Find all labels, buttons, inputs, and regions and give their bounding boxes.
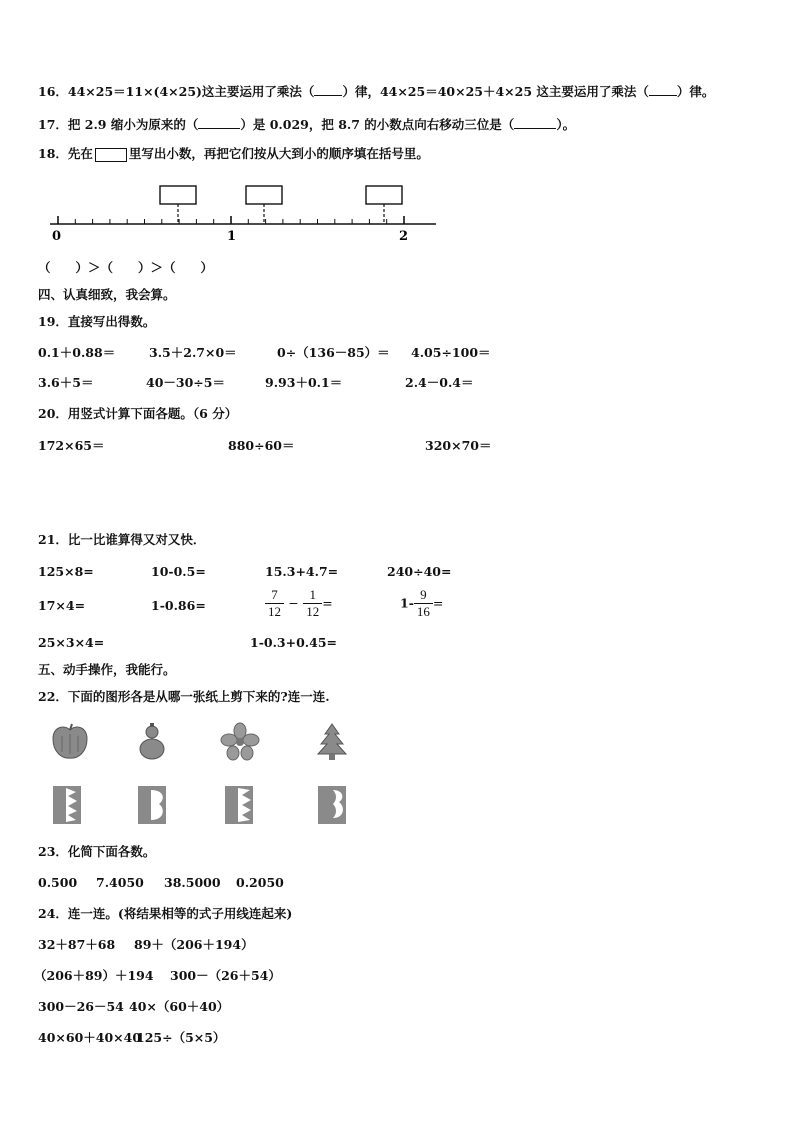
fraction-expression-1: $\frac{7}{12}$ − $\frac{1}{12}$ =	[265, 587, 333, 620]
calc-item: 0.1＋0.88＝	[38, 345, 116, 360]
answer-box[interactable]	[366, 186, 402, 204]
answer-box[interactable]	[246, 186, 282, 204]
calc-item: 1-0.86=	[151, 598, 206, 613]
calc-item: 3.6＋5＝	[38, 375, 94, 390]
expression-right[interactable]: 89＋（206＋194）	[134, 937, 254, 952]
expression-right[interactable]: 300－（26＋54）	[170, 968, 281, 983]
question-22: 22．下面的图形各是从哪一张纸上剪下来的?连一连.	[38, 689, 330, 704]
axis-label-0: 0	[52, 229, 62, 244]
number-item: 0.500	[38, 875, 78, 890]
question-18: 18．先在 里写出小数，再把它们按从大到小的顺序填在括号里。	[38, 146, 429, 161]
axis-label-1: 1	[227, 229, 237, 244]
answer-box[interactable]	[160, 186, 196, 204]
flower-shape-icon[interactable]	[220, 722, 260, 762]
axis-ticks	[58, 216, 404, 224]
expression-left[interactable]: 300－26－54	[38, 999, 124, 1014]
question-16: 16．44×25＝11×(4×25)这主要运用了乘法（ ）律，44×25＝40×25＋4×25 这主要运用了乘法（ ）律。	[38, 84, 715, 99]
calc-item: 10-0.5=	[151, 564, 206, 579]
vertical-calc-item: 880÷60＝	[228, 438, 295, 453]
vertical-calc-item: 172×65＝	[38, 438, 105, 453]
cut-paper-2-icon[interactable]	[135, 784, 171, 828]
order-line[interactable]: （ ）＞（ ）＞（ ）	[38, 260, 214, 275]
question-number: 17．	[38, 117, 68, 132]
section-4-heading: 四、认真细致，我会算。	[38, 287, 176, 302]
calc-item: 2.4－0.4＝	[405, 375, 474, 390]
calc-item: 4.05÷100＝	[411, 345, 491, 360]
question-23: 23．化简下面各数。	[38, 844, 156, 859]
calc-item: 0÷（136－85）＝	[277, 345, 390, 360]
axis-label-2: 2	[399, 229, 409, 244]
tree-shape-icon[interactable]	[312, 722, 352, 762]
calc-item: 15.3+4.7=	[265, 564, 339, 579]
calc-item: 125×8=	[38, 564, 94, 579]
question-24: 24．连一连。(将结果相等的式子用线连起来)	[38, 906, 293, 921]
number-item: 38.5000	[164, 875, 221, 890]
vertical-calc-item: 320×70＝	[425, 438, 492, 453]
calc-item: 1-0.3+0.45=	[250, 635, 338, 650]
expression-left[interactable]: 32＋87＋68	[38, 937, 116, 952]
question-17: 17．把 2.9 缩小为原来的（ ）是 0.029，把 8.7 的小数点向右移动三位是（ ）。	[38, 117, 576, 132]
apple-shape-icon[interactable]	[50, 722, 90, 762]
question-19: 19．直接写出得数。	[38, 314, 156, 329]
expression-left[interactable]: （206＋89）＋194	[34, 968, 154, 983]
expression-right[interactable]: 125÷（5×5）	[136, 1030, 226, 1045]
calc-item: 17×4=	[38, 598, 86, 613]
section-5-heading: 五、动手操作，我能行。	[38, 662, 176, 677]
number-item: 0.2050	[236, 875, 284, 890]
number-item: 7.4050	[96, 875, 144, 890]
question-20: 20．用竖式计算下面各题。（6 分）	[38, 406, 238, 421]
cut-paper-4-icon[interactable]	[315, 784, 351, 828]
expression-left[interactable]: 40×60＋40×40	[38, 1030, 142, 1045]
question-number: 18．	[38, 146, 68, 161]
calc-item: 240÷40=	[387, 564, 452, 579]
calc-item: 40－30÷5＝	[146, 375, 225, 390]
calc-item: 9.93＋0.1＝	[265, 375, 343, 390]
calc-item: 3.5＋2.7×0＝	[149, 345, 237, 360]
question-number: 16．	[38, 84, 68, 99]
calc-item: 25×3×4=	[38, 635, 105, 650]
cut-paper-1-icon[interactable]	[50, 784, 86, 828]
fraction-expression-2: 1- $\frac{9}{16}$ =	[400, 587, 444, 619]
cut-paper-3-icon[interactable]	[222, 784, 258, 828]
gourd-shape-icon[interactable]	[132, 722, 172, 762]
expression-right[interactable]: 40×（60＋40）	[129, 999, 230, 1014]
question-21: 21．比一比谁算得又对又快．	[38, 532, 206, 547]
